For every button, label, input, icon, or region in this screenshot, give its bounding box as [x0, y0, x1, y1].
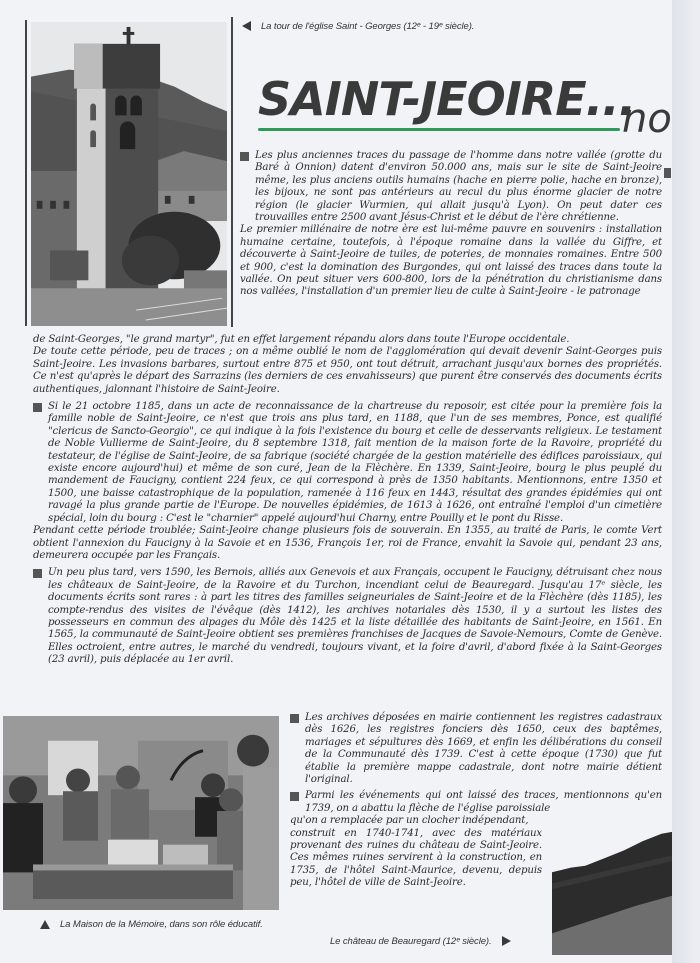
- chateau-caption: [330, 936, 511, 947]
- section-middle-block: [33, 334, 662, 667]
- paragraph-invasions: De toute cette période, peu de traces ; on a même oublié le nom de l'agglomération qui devait devenir Saint-Georges puis Saint-Jeoire. Les invasions barbares, surtout entre 875 et 950, ont tout détruit, arrachant jusqu'aux bornes des propriétés. Ce n'est qu'après le départ des Sarrazins (les derniers de ces envahisseurs) que purent être conservés des documents écrits authentiques, jalonnant l'histoire de Saint-Jeoire.: [33, 346, 662, 395]
- maison-caption: [40, 919, 263, 930]
- page-title: SAINT-JEOIRE...: [258, 72, 636, 126]
- chateau-caption-text: Le château de Beauregard (12ᵉ siècle).: [330, 936, 492, 947]
- tower-caption-text: La tour de l'église Saint - Georges (12ᵉ - 19ᵉ siècle).: [261, 21, 475, 32]
- page-edge: [672, 0, 700, 963]
- section-bullet-icon: [240, 152, 249, 161]
- paragraph-events-middle: qu'on a remplacée par un clocher indépendant,: [290, 815, 529, 827]
- page-title-suffix: no: [622, 96, 672, 142]
- paragraph-prehistory: Les plus anciennes traces du passage de l'homme dans notre vallée (grotte du Baré à Onnion) datent d'environ 50.000 ans, mais sur le site de Saint-Jeoire même, les plus anciens outils humains (hache en pierre polie, hache en bronze), les bijoux, ne sont pas antérieurs au recul du plus énorme glacier de notre région (le glacier Wurmien, qui allait jusqu'à Lyon). On peut dater ces trouvailles entre 2500 avant Jésus-Christ et le début de l'ère chrétienne.: [240, 150, 662, 224]
- paragraph-archives: Les archives déposées en mairie contiennent les registres cadastraux dès 1626, les registres fonciers dès 1650, ceux des baptêmes, mariages et sépultures dès 1669, et enfin les délibérations du conseil de la Communauté dès 1739. C'est à cette époque (1730) que fut établie la première mappe cadastrale, dont notre mairie détient l'original.: [290, 712, 662, 786]
- vertical-rule-left: [25, 20, 27, 326]
- section-bullet-icon: [33, 403, 42, 412]
- vertical-rule-right: [231, 17, 233, 327]
- margin-mark-icon: [664, 168, 671, 178]
- church-tower-photo: [31, 22, 227, 326]
- caption-arrow-right-icon: [502, 936, 511, 946]
- chateau-hill-illustration: [552, 830, 672, 955]
- tower-caption: [242, 21, 474, 32]
- paragraph-first-millennium: Le premier millénaire de notre ère est lui-même pauvre en souvenirs : installation humaine certaine, toutefois, à l'époque romaine dans la vallée du Giffre, et découverte à Saint-Jeoire de tuiles, de poteries, de monnaies romaines. Entre 500 et 900, c'est la domination des Burgondes, qui ont laissé des traces dans toute la vallée. On peut situer vers 600-800, lors de la pénétration du christianisme dans nos vallées, l'installation d'un premier lieu de culte à Saint-Jeoire - le patronage: [240, 224, 662, 298]
- caption-arrow-up-icon: [40, 920, 50, 929]
- classroom-illustration: [3, 716, 279, 910]
- title-underline: [258, 128, 620, 131]
- paragraph-events-start: Parmi les événements qui ont laissé des traces, mentionnons qu'en 1739, on a abattu la flèche de l'église paroissiale: [290, 790, 662, 815]
- paragraph-bernois: Un peu plus tard, vers 1590, les Bernois, alliés aux Genevois et aux Français, occupent le Faucigny, détruisant chez nous les châteaux de Saint-Jeoire, de la Ravoire et du Turchon, incendiant celui de Beauregard. Jusqu'au 17ᵉ siècle, les documents écrits sont rares : à part les titres des familles seigneuriales de Saint-Jeoire et de la Flèchère (dès 1185), les compte-rendus des visites de l'évêque (dès 1412), les archives notariales dès 1530, il y a surtout les listes des possesseurs en commun des alpages du Môle dès 1425 et la liste détaillée des habitants de Saint-Jeoire, en 1561. En 1565, la communauté de Saint-Jeoire obtient ses premières franchises de Jacques de Savoie-Nemours, Comte de Genève. Elles octroient, entre autres, le marché du vendredi, toujours vivant, et la foire d'avril, d'abord fixée à la Saint-Georges (23 avril), puis déplacée au 1er avril.: [33, 567, 662, 666]
- paragraph-sovereigns: Pendant cette période troublée; Saint-Jeoire change plusieurs fois de souverain. En 1355, au traité de Paris, le comte Vert obtient l'annexion du Faucigny à la Savoie et en 1536, François 1er, roi de France, envahit la Savoie qui, pendant 23 ans, demeurera occupée par les Français.: [33, 525, 662, 561]
- caption-arrow-left-icon: [242, 21, 251, 31]
- section-bullet-icon: [33, 569, 42, 578]
- maison-memoire-photo: [3, 716, 279, 910]
- section-prehistory: [240, 150, 662, 299]
- paragraph-noble-family: Si le 21 octobre 1185, dans un acte de reconnaissance de la chartreuse du reposoir, est citée pour la première fois la famille noble de Saint-Jeoire, ce n'est que trois ans plus tard, en 1188, que l'un de ses membres, Ponce, est qualifié "clericus de Sancto-Georgio", ce qui indique à la fois l'existence du bourg et celle de desservants religieux. Le testament de Noble Vullierme de Saint-Jeoire, du 8 septembre 1318, fait mention de la maison forte de la Ravoire, propriété du testateur, de l'église de Saint-Jeoire, de sa fabrique (société chargée de la gestion matérielle des édifices paroissiaux, qui existe encore aujourd'hui) et même de son curé, Jean de la Flèchère. En 1339, Saint-Jeoire, bourg le plus peuplé du mandement de Faucigny, contient 224 feux, ce qui correspond à près de 1350 habitants. Mentionnons, entre 1350 et 1500, une baisse catastrophique de la population, ramenée à 116 feux en 1443, résultat des grandes épidémies qui ont ravagé la plus grande partie de l'Europe. De nouvelles épidémies, de 1613 à 1626, ont entraîné l'emploi d'un cimetière spécial, loin du bourg : C'est le "charnier" appelé aujourd'hui Charny, entre Pouilly et le pont du Risse.: [33, 401, 662, 525]
- maison-caption-text: La Maison de la Mémoire, dans son rôle éducatif.: [60, 919, 263, 930]
- paragraph-patronage: de Saint-Georges, "le grand martyr", fut en effet largement répandu alors dans toute l'Europe occidentale.: [33, 334, 570, 345]
- chateau-beauregard-photo: [552, 830, 672, 955]
- church-tower-illustration: [31, 22, 227, 326]
- section-bullet-icon: [290, 714, 299, 723]
- paragraph-events-end: construit en 1740-1741, avec des matériaux provenant des ruines du château de Saint-Jeoire. Ces mêmes ruines servirent à la construction, en 1735, de l'hôtel Saint-Maurice, devenu, depuis peu, l'hôtel de ville de Saint-Jeoire.: [290, 827, 542, 889]
- section-bullet-icon: [290, 792, 299, 801]
